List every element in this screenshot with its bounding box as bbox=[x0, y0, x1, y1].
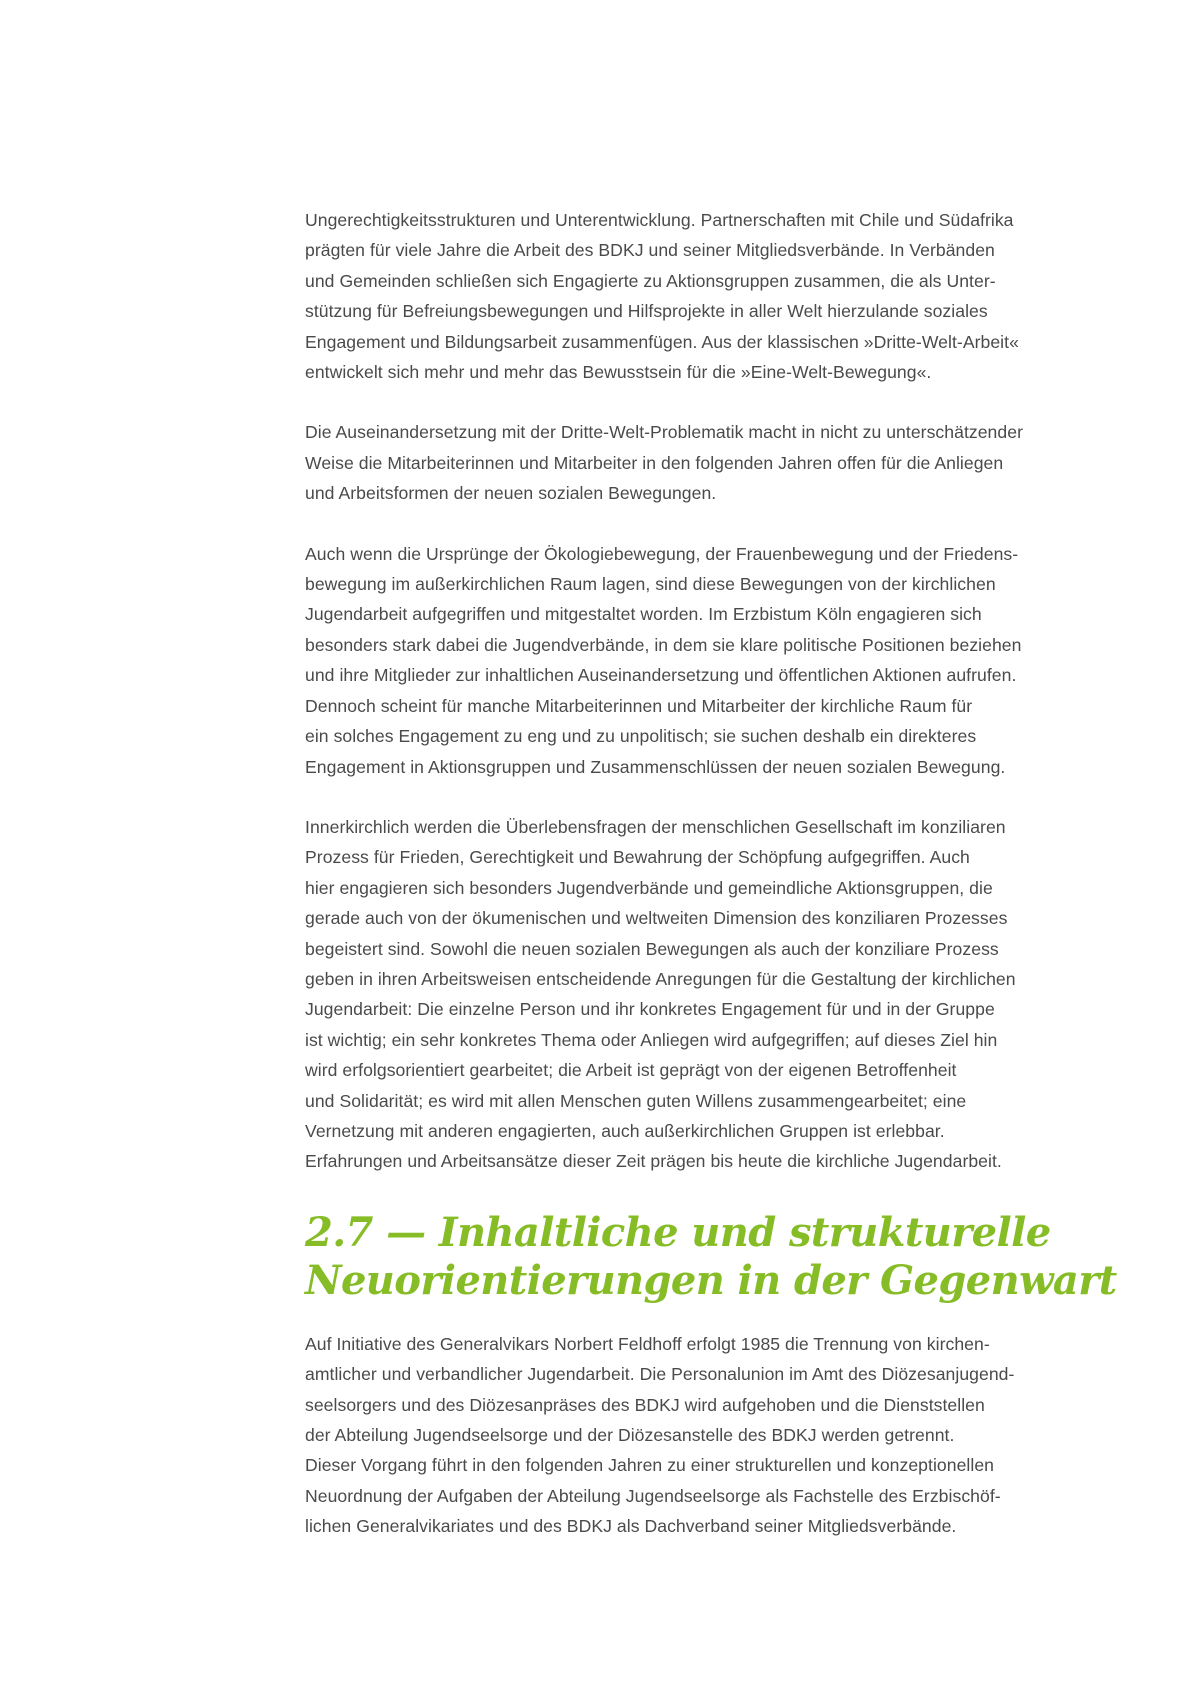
text-line: der Abteilung Jugendseelsorge und der Diözesanstelle des BDKJ werden getrennt. bbox=[305, 1425, 955, 1445]
paragraph-3 bbox=[305, 539, 1115, 782]
text-line: Innerkirchlich werden die Überlebensfragen der menschlichen Gesellschaft im konziliaren bbox=[305, 816, 1006, 837]
text-line: Prozess für Frieden, Gerechtigkeit und Bewahrung der Schöpfung aufgegriffen. Auch bbox=[305, 847, 970, 868]
text-line: und ihre Mitglieder zur inhaltlichen Auseinandersetzung und öffentlichen Aktionen aufrufen. bbox=[305, 665, 1017, 686]
text-line: Weise die Mitarbeiterinnen und Mitarbeiter in den folgenden Jahren offen für die Anliegen bbox=[305, 452, 1004, 473]
text-line: Erfahrungen und Arbeitsansätze dieser Zeit prägen bis heute die kirchliche Jugendarbeit. bbox=[305, 1151, 1002, 1172]
text-line: wird erfolgsorientiert gearbeitet; die Arbeit ist geprägt von der eigenen Betroffenheit bbox=[305, 1060, 957, 1081]
paragraph-2 bbox=[305, 417, 1115, 508]
text-line: Vernetzung mit anderen engagierten, auch außerkirchlichen Gruppen ist erlebbar. bbox=[305, 1120, 945, 1141]
text-line: gerade auch von der ökumenischen und weltweiten Dimension des konziliaren Prozesses bbox=[305, 908, 1008, 929]
text-line: Jugendarbeit: Die einzelne Person und ihr konkretes Engagement für und in der Gruppe bbox=[305, 999, 995, 1020]
text-line: prägten für viele Jahre die Arbeit des BDKJ und seiner Mitgliedsverbände. In Verbänden bbox=[305, 240, 995, 261]
text-line: geben in ihren Arbeitsweisen entscheidende Anregungen für die Gestaltung der kirchlichen bbox=[305, 968, 1016, 989]
paragraph-4 bbox=[305, 812, 1115, 1177]
text-line: und Solidarität; es wird mit allen Menschen guten Willens zusammengearbeitet; eine bbox=[305, 1090, 967, 1111]
text-line: stützung für Befreiungsbewegungen und Hilfsprojekte in aller Welt hierzulande soziales bbox=[305, 301, 988, 322]
paragraph-1 bbox=[305, 205, 1115, 387]
section-heading-line: 2.7 — Inhaltliche und strukturelle bbox=[305, 1208, 1051, 1256]
text-line: Neuordnung der Aufgaben der Abteilung Jugendseelsorge als Fachstelle des Erzbischöf- bbox=[305, 1485, 1001, 1506]
text-line: Ungerechtigkeitsstrukturen und Unterentwicklung. Partnerschaften mit Chile und Südafrika bbox=[305, 210, 1014, 230]
text-line: Engagement in Aktionsgruppen und Zusammenschlüssen der neuen sozialen Bewegung. bbox=[305, 756, 1006, 777]
text-line: ein solches Engagement zu eng und zu unpolitisch; sie suchen deshalb ein direkteres bbox=[305, 726, 977, 747]
text-line: ist wichtig; ein sehr konkretes Thema oder Anliegen wird aufgegriffen; auf dieses Ziel hin bbox=[305, 1029, 998, 1050]
document-body bbox=[305, 205, 1115, 1572]
section-heading-line: Neuorientierungen in der Gegenwart bbox=[305, 1256, 1117, 1304]
text-line: Auf Initiative des Generalvikars Norbert Feldhoff erfolgt 1985 die Trennung von kirchen- bbox=[305, 1333, 990, 1354]
text-line: und Gemeinden schließen sich Engagierte zu Aktionsgruppen zusammen, die als Unter- bbox=[305, 270, 996, 291]
text-line: begeistert sind. Sowohl die neuen sozialen Bewegungen als auch der konziliare Prozess bbox=[305, 938, 999, 959]
paragraph-5 bbox=[305, 1329, 1115, 1542]
text-line: Dennoch scheint für manche Mitarbeiterinnen und Mitarbeiter der kirchliche Raum für bbox=[305, 695, 973, 716]
text-line: hier engagieren sich besonders Jugendverbände und gemeindliche Aktionsgruppen, die bbox=[305, 877, 993, 898]
text-line: bewegung im außerkirchlichen Raum lagen, sind diese Bewegungen von der kirchlichen bbox=[305, 574, 996, 595]
text-line: amtlicher und verbandlicher Jugendarbeit. Die Personalunion im Amt des Diözesanjugend- bbox=[305, 1364, 1015, 1385]
text-line: entwickelt sich mehr und mehr das Bewusstsein für die »Eine-Welt-Bewegung«. bbox=[305, 362, 932, 383]
text-line: Dieser Vorgang führt in den folgenden Jahren zu einer strukturellen und konzeptionellen bbox=[305, 1455, 995, 1476]
text-line: Auch wenn die Ursprünge der Ökologiebewegung, der Frauenbewegung und der Friedens- bbox=[305, 543, 1019, 564]
text-line: lichen Generalvikariates und des BDKJ als Dachverband seiner Mitgliedsverbände. bbox=[305, 1516, 957, 1537]
text-line: seelsorgers und des Diözesanpräses des BDKJ wird aufgehoben und die Dienststellen bbox=[305, 1394, 985, 1415]
section-heading bbox=[305, 1209, 1115, 1305]
text-line: und Arbeitsformen der neuen sozialen Bewegungen. bbox=[305, 483, 717, 504]
text-line: Engagement und Bildungsarbeit zusammenfügen. Aus der klassischen »Dritte-Welt-Arbeit« bbox=[305, 331, 1019, 352]
text-line: Die Auseinandersetzung mit der Dritte-Welt-Problematik macht in nicht zu unterschätzender bbox=[305, 422, 1023, 443]
text-line: besonders stark dabei die Jugendverbände, in dem sie klare politische Positionen beziehen bbox=[305, 634, 1022, 655]
text-line: Jugendarbeit aufgegriffen und mitgestaltet worden. Im Erzbistum Köln engagieren sich bbox=[305, 604, 982, 625]
